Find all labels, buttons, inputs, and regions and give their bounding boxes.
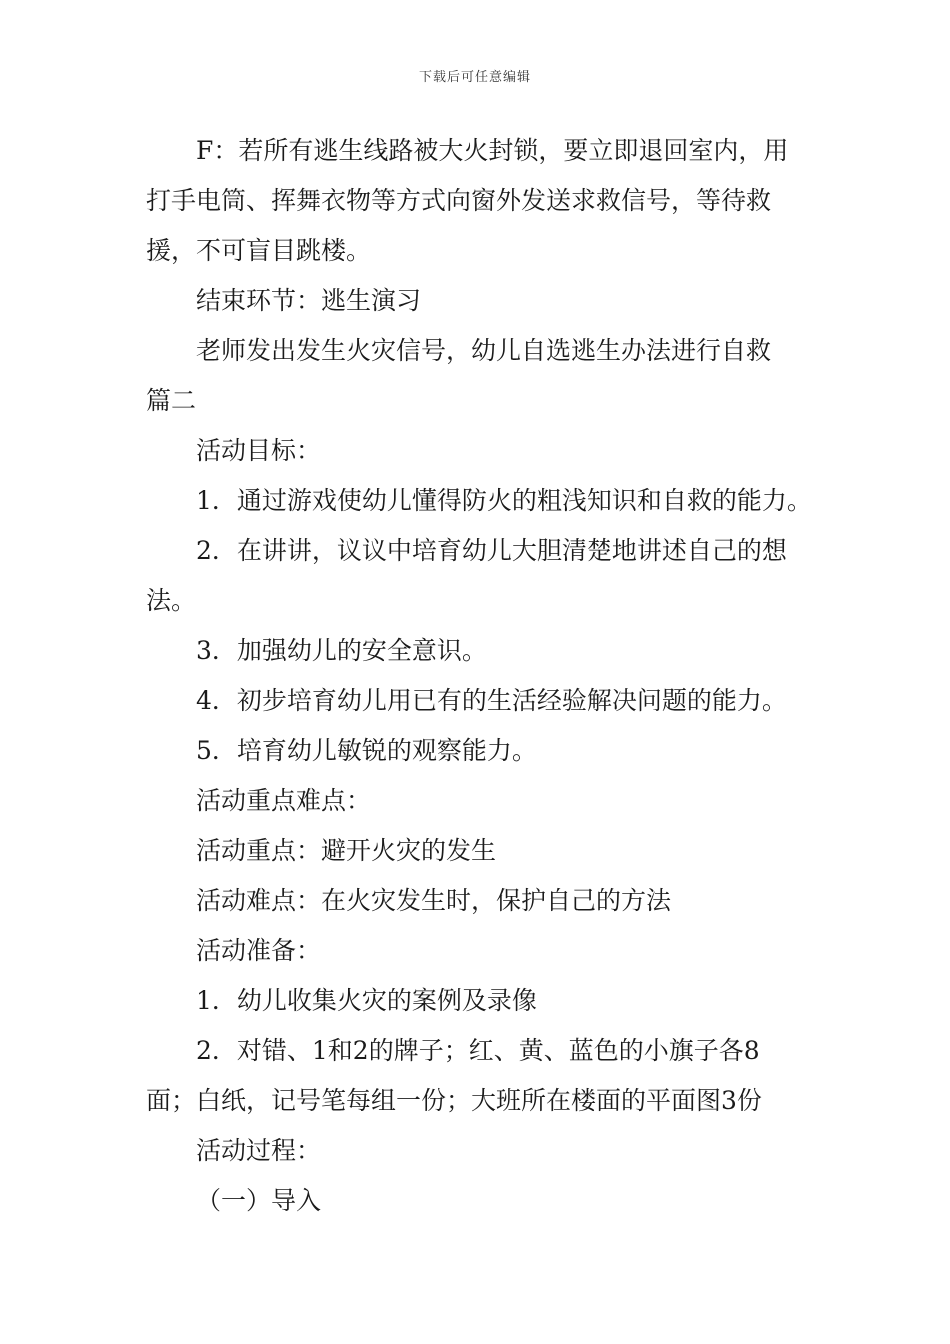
text-line: 援，不可盲目跳楼。: [146, 236, 372, 265]
text-line: 篇二: [146, 386, 197, 415]
goal-item-2: [146, 526, 816, 576]
goal-item-4: [146, 676, 816, 726]
preparation-item-2: [146, 1026, 816, 1076]
preparation-item-1: [146, 976, 816, 1026]
heading-preparation: [146, 926, 816, 976]
goal-item-2-cont: [146, 576, 816, 626]
preparation-item-2-cont: [146, 1076, 816, 1126]
paragraph-escape-f: [146, 126, 816, 176]
paragraph-ending: [146, 276, 816, 326]
section-title-part-two: [146, 376, 816, 426]
page-header: 下载后可任意编辑: [418, 70, 531, 85]
text-line: 活动重点：避开火灾的发生: [196, 836, 497, 865]
text-line: 面；白纸，记号笔每组一份；大班所在楼面的平面图3份: [146, 1086, 762, 1115]
goal-item-5: [146, 726, 816, 776]
text-line: 结束环节：逃生演习: [196, 286, 422, 315]
text-line: 活动目标：: [196, 436, 322, 465]
text-line: 活动过程：: [196, 1136, 322, 1165]
text-line: 活动重点难点：: [196, 786, 372, 815]
text-line: 3．加强幼儿的安全意识。: [196, 636, 487, 665]
text-line: 1．通过游戏使幼儿懂得防火的粗浅知识和自救的能力。: [196, 486, 812, 515]
heading-key-points: [146, 776, 816, 826]
text-line: 法。: [146, 586, 197, 615]
process-step-intro: [146, 1176, 816, 1226]
text-line: 2．在讲讲，议议中培育幼儿大胆清楚地讲述自己的想: [196, 536, 787, 565]
text-line: 活动准备：: [196, 936, 322, 965]
text-line: 打手电筒、挥舞衣物等方式向窗外发送求救信号，等待救: [146, 186, 772, 215]
text-line: 老师发出发生火灾信号，幼儿自选逃生办法进行自救: [196, 336, 772, 365]
text-line: （一）导入: [196, 1186, 322, 1215]
text-line: 活动难点：在火灾发生时，保护自己的方法: [196, 886, 672, 915]
key-point: [146, 826, 816, 876]
difficult-point: [146, 876, 816, 926]
text-line: 1．幼儿收集火灾的案例及录像: [196, 986, 537, 1015]
paragraph-teacher-signal: [146, 326, 816, 376]
paragraph-escape-f-cont: [146, 176, 816, 276]
text-line: 4．初步培育幼儿用已有的生活经验解决问题的能力。: [196, 686, 787, 715]
goal-item-1: [146, 476, 816, 526]
text-line: F：若所有逃生线路被大火封锁，要立即退回室内，用: [196, 136, 789, 165]
heading-goals: [146, 426, 816, 476]
heading-process: [146, 1126, 816, 1176]
text-line: 2．对错、1和2的牌子；红、黄、蓝色的小旗子各8: [196, 1036, 760, 1065]
text-line: 5．培育幼儿敏锐的观察能力。: [196, 736, 537, 765]
document-body: [146, 126, 816, 1226]
goal-item-3: [146, 626, 816, 676]
